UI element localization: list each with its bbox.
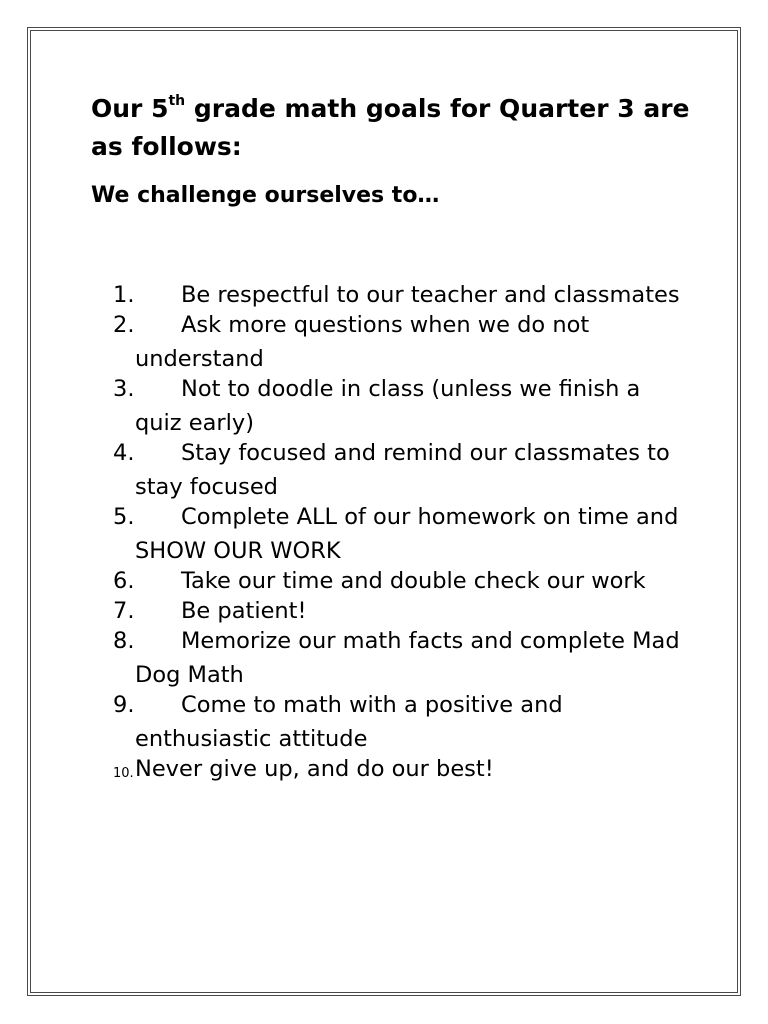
title-part-1: Our 5 <box>91 94 169 123</box>
goal-number: 1. <box>113 282 135 308</box>
goal-item <box>113 436 693 504</box>
goal-number: 4. <box>113 440 135 466</box>
goal-item <box>113 688 693 756</box>
page-subtitle: We challenge ourselves to… <box>91 183 440 208</box>
title-part-2: grade math goals for Quarter 3 are as follows: <box>91 94 690 161</box>
goal-item <box>113 308 693 376</box>
goal-item <box>113 752 693 786</box>
goal-number: 7. <box>113 598 135 624</box>
goal-number: 9. <box>113 692 135 718</box>
goal-item <box>113 624 693 692</box>
page-title <box>91 90 691 166</box>
goal-text: Ask more questions when we do not understand <box>135 312 590 372</box>
goal-item <box>113 372 693 440</box>
goal-number: 10. <box>113 766 134 781</box>
goal-number: 2. <box>113 312 135 338</box>
goal-text: Come to math with a positive and enthusiastic attitude <box>135 692 563 752</box>
goal-item <box>113 564 693 598</box>
title-superscript: th <box>168 92 186 109</box>
goal-text: Stay focused and remind our classmates to stay focused <box>135 440 670 500</box>
goal-text: Never give up, and do our best! <box>135 756 494 782</box>
goal-list <box>113 278 693 782</box>
goal-item <box>113 278 693 312</box>
goal-text: Be respectful to our teacher and classmates <box>181 282 680 308</box>
goal-text: Memorize our math facts and complete Mad Dog Math <box>135 628 680 688</box>
goal-number: 3. <box>113 376 135 402</box>
goal-text: Complete ALL of our homework on time and SHOW OUR WORK <box>135 504 679 564</box>
goal-number: 6. <box>113 568 135 594</box>
goal-text: Not to doodle in class (unless we finish a quiz early) <box>135 376 641 436</box>
goal-number: 8. <box>113 628 135 654</box>
goal-item <box>113 500 693 568</box>
goal-number: 5. <box>113 504 135 530</box>
goal-text: Take our time and double check our work <box>181 568 646 594</box>
goal-text: Be patient! <box>181 598 307 624</box>
goal-item <box>113 594 693 628</box>
